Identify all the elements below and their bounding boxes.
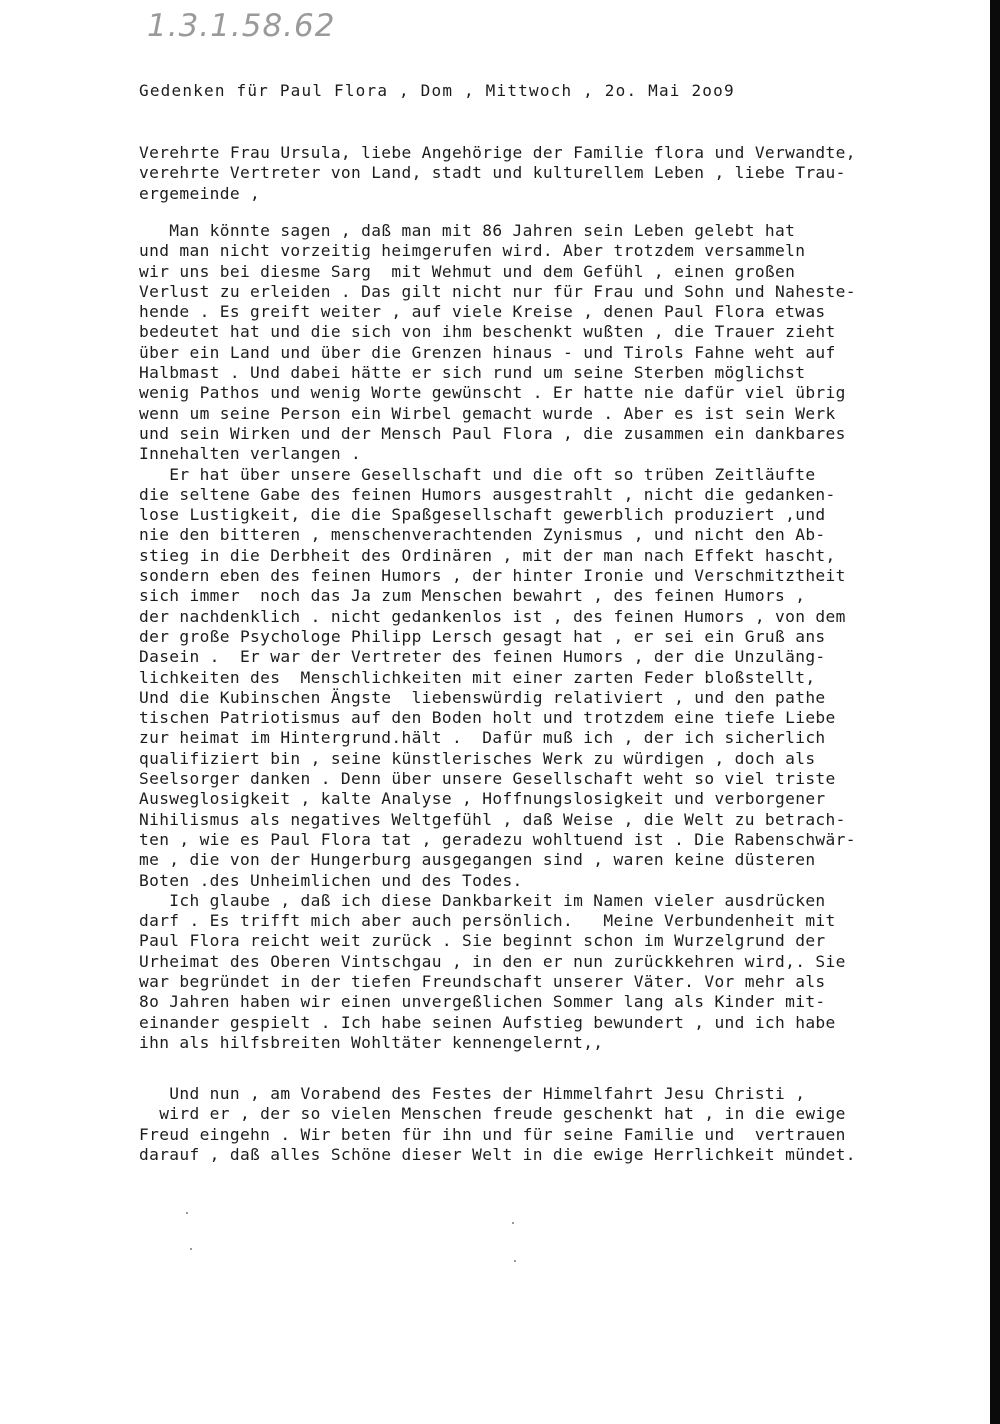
- closing-line: Und nun , am Vorabend des Festes der Himmelfahrt Jesu Christi ,: [139, 1084, 806, 1103]
- scan-speck: [186, 1212, 188, 1214]
- body-text: [139, 221, 999, 1053]
- body-line: nie den bitteren , menschenverachtenden Zynismus , und nicht den Ab-: [139, 525, 826, 545]
- body-line: Innehalten verlangen .: [139, 444, 362, 464]
- closing-line: wird er , der so vielen Menschen freude geschenkt hat , in die ewige: [139, 1104, 846, 1124]
- body-line: hende . Es greift weiter , auf viele Kreise , denen Paul Flora etwas: [139, 302, 826, 322]
- body-line: lose Lustigkeit, die die Spaßgesellschaft gewerblich produziert ,und: [139, 505, 826, 525]
- body-line: Halbmast . Und dabei hätte er sich rund um seine Sterben möglichst: [139, 363, 806, 383]
- body-line: der große Psychologe Philipp Lersch gesagt hat , er sei ein Gruß ans: [139, 626, 826, 646]
- body-line: darf . Es trifft mich aber auch persönlich. Meine Verbundenheit mit: [139, 911, 836, 931]
- body-line: und sein Wirken und der Mensch Paul Flora , die zusammen ein dankbares: [139, 423, 846, 443]
- body-line: tischen Patriotismus auf den Boden holt und trotzdem eine tiefe Liebe: [139, 708, 836, 728]
- scan-speck: [190, 1248, 192, 1250]
- body-line: sich immer noch das Ja zum Menschen bewahrt , des feinen Humors ,: [139, 586, 806, 606]
- body-line: Und die Kubinschen Ängste liebenswürdig relativiert , und den pathe: [139, 687, 826, 707]
- body-line: bedeutet hat und die sich von ihm beschenkt wußten , die Trauer zieht: [139, 322, 836, 342]
- body-line: war begründet in der tiefen Freundschaft unserer Väter. Vor mehr als: [139, 971, 826, 991]
- scan-speck: [512, 1222, 514, 1224]
- document-title: Gedenken für Paul Flora , Dom , Mittwoch , 2o. Mai 2oo9: [139, 81, 735, 100]
- body-line: wenn um seine Person ein Wirbel gemacht wurde . Aber es ist sein Werk: [139, 403, 836, 423]
- body-line: Paul Flora reicht weit zurück . Sie beginnt schon im Wurzelgrund der: [139, 931, 826, 951]
- archive-number: 1.3.1.58.62: [147, 8, 336, 44]
- body-line: Dasein . Er war der Vertreter des feinen Humors , der die Unzuläng-: [139, 647, 826, 667]
- body-line: zur heimat im Hintergrund.hält . Dafür muß ich , der ich sicherlich: [139, 728, 826, 748]
- salutation-line: verehrte Vertreter von Land, stadt und kulturellem Leben , liebe Trau-: [139, 163, 846, 183]
- closing-paragraph: [139, 1084, 999, 1165]
- body-line: Seelsorger danken . Denn über unsere Gesellschaft weht so viel triste: [139, 769, 836, 789]
- scan-speck: [514, 1260, 516, 1262]
- body-line: qualifiziert bin , seine künstlerisches Werk zu würdigen , doch als: [139, 748, 816, 768]
- body-line: lichkeiten des Menschlichkeiten mit einer zarten Feder bloßstellt,: [139, 667, 816, 687]
- closing-line: darauf , daß alles Schöne dieser Welt in die ewige Herrlichkeit mündet.: [139, 1144, 856, 1164]
- body-line: die seltene Gabe des feinen Humors ausgestrahlt , nicht die gedanken-: [139, 484, 836, 504]
- body-line: 8o Jahren haben wir einen unvergeßlichen Sommer lang als Kinder mit-: [139, 992, 826, 1012]
- body-line: ten , wie es Paul Flora tat , geradezu wohltuend ist . Die Rabenschwär-: [139, 829, 856, 849]
- body-line: me , die von der Hungerburg ausgegangen sind , waren keine düsteren: [139, 850, 816, 870]
- body-line: wir uns bei diesme Sarg mit Wehmut und dem Gefühl , einen großen: [139, 261, 796, 281]
- body-line: wenig Pathos und wenig Worte gewünscht . Er hatte nie dafür viel übrig: [139, 383, 846, 403]
- closing-line: Freud eingehn . Wir beten für ihn und für seine Familie und vertrauen: [139, 1124, 846, 1144]
- body-line: einander gespielt . Ich habe seinen Aufstieg bewundert , und ich habe: [139, 1012, 836, 1032]
- body-line: stieg in die Derbheit des Ordinären , mit der man nach Effekt hascht,: [139, 545, 836, 565]
- salutation: [139, 143, 999, 204]
- body-line: der nachdenklich . nicht gedankenlos ist , des feinen Humors , von dem: [139, 606, 846, 626]
- body-line: sondern eben des feinen Humors , der hinter Ironie und Verschmitztheit: [139, 566, 846, 586]
- body-line: Ich glaube , daß ich diese Dankbarkeit im Namen vieler ausdrücken: [139, 890, 826, 910]
- body-line: Boten .des Unheimlichen und des Todes.: [139, 870, 523, 890]
- body-line: und man nicht vorzeitig heimgerufen wird. Aber trotzdem versammeln: [139, 241, 806, 261]
- body-line: Nihilismus als negatives Weltgefühl , daß Weise , die Welt zu betrach-: [139, 809, 846, 829]
- body-line: ihn als hilfsbreiten Wohltäter kennengelernt,,: [139, 1032, 604, 1052]
- salutation-line: ergemeinde ,: [139, 183, 261, 203]
- body-line: Ausweglosigkeit , kalte Analyse , Hoffnungslosigkeit und verborgener: [139, 789, 826, 809]
- body-line: Er hat über unsere Gesellschaft und die oft so trüben Zeitläufte: [139, 464, 816, 484]
- body-line: über ein Land und über die Grenzen hinaus - und Tirols Fahne weht auf: [139, 342, 836, 362]
- body-line: Urheimat des Oberen Vintschgau , in den er nun zurückkehren wird,. Sie: [139, 951, 846, 971]
- salutation-line: Verehrte Frau Ursula, liebe Angehörige der Familie flora und Verwandte,: [139, 143, 856, 162]
- body-line: Verlust zu erleiden . Das gilt nicht nur für Frau und Sohn und Naheste-: [139, 281, 856, 301]
- body-line: Man könnte sagen , daß man mit 86 Jahren sein Leben gelebt hat: [139, 221, 796, 240]
